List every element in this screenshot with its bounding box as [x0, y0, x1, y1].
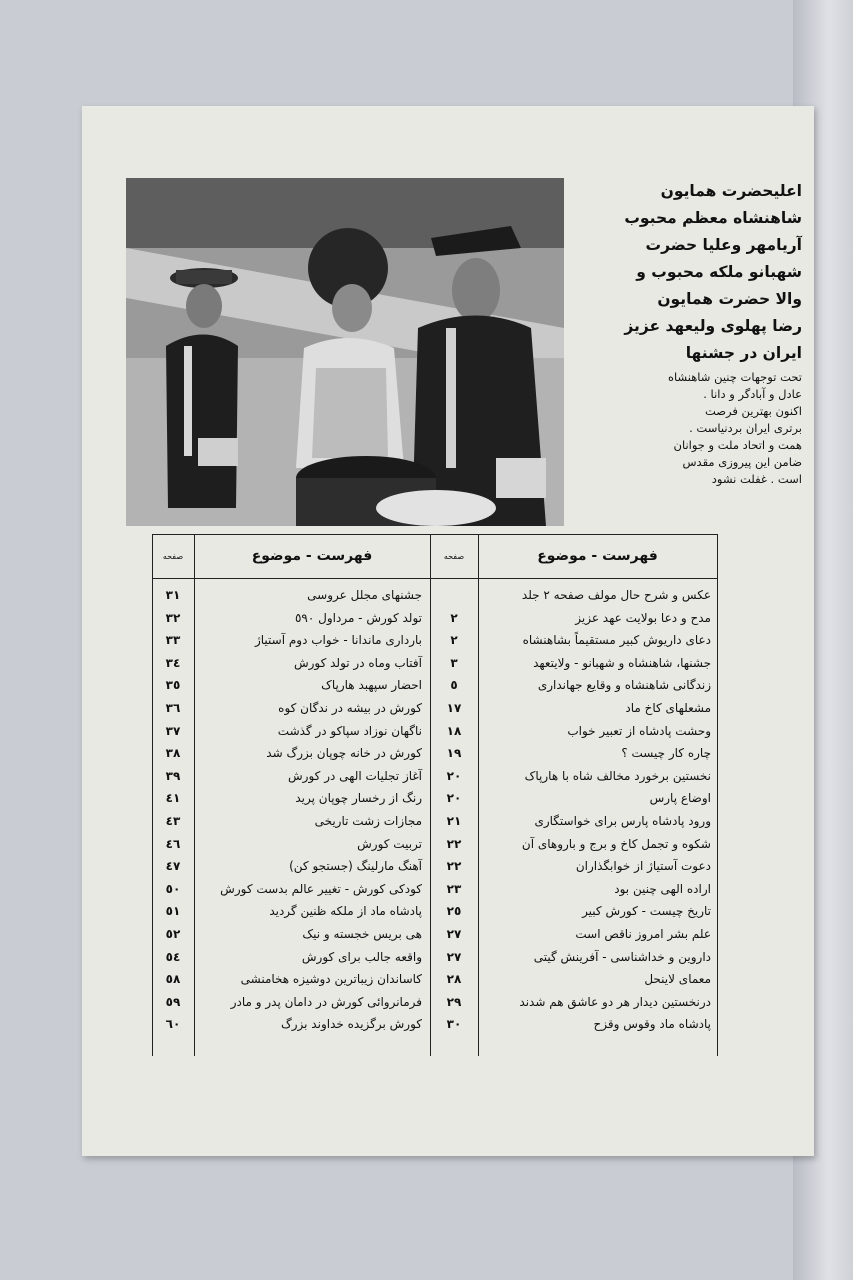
toc-entry-page: ٥ [450, 678, 458, 693]
toc-entry-title: دعوت آستیاژ از خوابگذاران [575, 859, 711, 874]
toc-entry-title: کورش برگزیده خداوند بزرگ [281, 1017, 422, 1032]
toc-entry-title: پادشاه ماد از ملکه ظنین گردید [269, 904, 422, 919]
toc-entry-title: جشنها، شاهنشاه و شهبانو - ولایتعهد [533, 655, 711, 670]
toc-entry-page: ٣٩ [165, 768, 181, 783]
toc-entry-page: ٢ [450, 633, 458, 648]
toc-entry-title: تربیت کورش [357, 836, 422, 851]
caption-line: ایران در جشنها [685, 344, 802, 362]
toc-entry-title: وحشت پادشاه از تعبیر خواب [567, 723, 711, 738]
toc-entry-page [430, 584, 478, 607]
caption-body-line: عادل و آبادگر و دانا . [703, 387, 802, 401]
toc-entry-page: ٢٢ [446, 859, 462, 874]
toc-entry-title: بارداری ماندانا - خواب دوم آستیاژ [254, 633, 422, 648]
toc-entry-page: ٤١ [165, 791, 181, 806]
toc-entry-page: ٥٨ [165, 972, 181, 987]
caption-body-line: برتری ایران بردنیاست . [689, 421, 802, 435]
toc-right-border [717, 534, 718, 1056]
toc-entry-title: تولد کورش - مرداول ٥٩٠ [294, 610, 422, 625]
toc-entry-title: آهنگ مارلینگ (جستجو کن) [289, 859, 422, 874]
toc-entry-title: کورش در خانه چوپان بزرگ شد [266, 746, 422, 761]
toc-entry-title: کورش در بیشه در ندگان کوه [278, 701, 422, 715]
toc-entry-page: ٢٧ [446, 949, 462, 964]
left-page-header: صفحه [162, 551, 184, 561]
toc-entry-title: مجازات زشت تاریخی [314, 814, 422, 828]
toc-entry-title: علم بشر امروز ناقص است [575, 927, 711, 941]
toc-entry-title: کاساندان زیباترین دوشیزه هخامنشی [240, 972, 422, 987]
toc-entry-page: ٢٧ [446, 927, 462, 941]
toc-entry-page: ٥٩ [165, 994, 181, 1009]
toc-entry-page: ٢٢ [446, 836, 462, 851]
toc-entry-page: ٥٢ [165, 927, 181, 941]
toc-entry-page: ٤٦ [165, 836, 181, 851]
caption-line: رضا پهلوی ولیعهد عزیز [624, 317, 802, 335]
toc-entry-title: مدح و دعا بولایت عهد عزیز [575, 610, 711, 625]
toc-entry-page: ٢٣ [446, 881, 462, 896]
toc-entry-title: نخستین برخورد مخالف شاه با هارپاک [524, 768, 711, 783]
toc-entry-page: ٣٧ [165, 723, 181, 738]
photo-illustration [126, 178, 564, 526]
caption-body-line: تحت توجهات چنین شاهنشاه [667, 370, 802, 384]
toc-entry-title: آغاز تجلیات الهی در کورش [288, 768, 422, 783]
toc-entry-title: فرمانروائی کورش در دامان پدر و مادر [230, 994, 422, 1009]
toc-entry-title: اراده الهی چنین بود [614, 881, 711, 896]
toc-entry-page: ٢٥ [446, 904, 462, 919]
toc-entry-page: ٣٨ [165, 746, 181, 761]
right-column-title: فهرست - موضوع [537, 548, 658, 564]
right-column-entries [478, 584, 711, 1044]
caption-line: اعلیحضرت همایون [660, 182, 802, 200]
toc-entry-page: ٢٨ [446, 972, 462, 987]
caption-heading [566, 178, 802, 367]
caption-line: شهبانو ملکه محبوب و [636, 263, 802, 281]
toc-entry-page: ٢٩ [446, 994, 462, 1009]
book-page [82, 106, 814, 1156]
left-column-title: فهرست - موضوع [251, 548, 373, 564]
toc-entry-title: معمای لاینحل [644, 972, 711, 987]
toc-entry-page: ٣ [450, 655, 458, 670]
caption-line: والا حضرت همایون [657, 290, 802, 308]
caption-body-line: است . غفلت نشود [711, 472, 802, 486]
toc-entry-page: ١٧ [446, 701, 462, 715]
toc-entry-page: ٢١ [446, 814, 462, 828]
toc-entry-title: ورود پادشاه پارس برای خواستگاری [534, 814, 711, 828]
toc-entry-title: تاریخ چیست - کورش کبیر [582, 904, 711, 919]
toc-entry-page: ٣٢ [165, 610, 181, 625]
toc-entry-page: ١٩ [446, 746, 462, 761]
toc-entry-title: آفتاب وماه در تولد کورش [293, 655, 422, 670]
caption-body-line: اکنون بهترین فرصت [704, 404, 802, 418]
toc-entry-page: ٤٧ [165, 859, 181, 874]
toc-entry-title: عکس و شرح حال مولف صفحه ٢ جلد [521, 588, 711, 602]
toc-entry-title: اوضاع پارس [649, 791, 711, 806]
toc-entry-page: ٣٦ [165, 701, 181, 715]
caption-body-line: ضامن این پیروزی مقدس [682, 455, 802, 469]
table-of-contents [152, 534, 718, 1056]
toc-entry-title: احضار سپهبد هارپاک [321, 678, 422, 693]
toc-entry-title: شکوه و تجمل کاخ و برج و باروهای آن [521, 836, 711, 851]
royal-family-photo [126, 178, 564, 526]
photo-caption [566, 178, 802, 488]
toc-entry-page: ٥٤ [165, 949, 181, 964]
toc-entry-title: زندگانی شاهنشاه و وقایع جهانداری [537, 678, 711, 693]
toc-entry-page: ٥١ [165, 904, 181, 919]
toc-entry-title: هی بریس خجسته و نیک [302, 927, 422, 941]
left-column-entries [194, 584, 422, 1044]
toc-entry-title: چاره کار چیست ؟ [621, 746, 711, 761]
caption-body-line: همت و اتحاد ملت و جوانان [673, 438, 802, 452]
toc-entry-page: ٣٠ [446, 1017, 462, 1032]
toc-entry-page: ٣٤ [165, 655, 181, 670]
toc-entry-title: داروین و خداشناسی - آفرینش گیتی [533, 949, 711, 964]
toc-entry-page: ٤٣ [165, 814, 181, 828]
toc-entry-page: ٥٠ [165, 881, 181, 896]
caption-body [566, 369, 802, 488]
toc-entry-page: ٣٣ [165, 633, 181, 648]
toc-entry-title: واقعه جالب برای کورش [301, 949, 422, 964]
toc-entry-page: ٦٠ [165, 1017, 181, 1032]
toc-entry-page: ١٨ [446, 723, 462, 738]
caption-line: شاهنشاه معظم محبوب [624, 209, 802, 227]
toc-entry-title: کودکی کورش - تغییر عالم بدست کورش [220, 881, 422, 896]
toc-entry-title: جشنهای مجلل عروسی [307, 588, 422, 602]
right-page-header: صفحه [443, 551, 465, 561]
toc-entry-title: رنگ از رخسار چوپان پرید [295, 791, 422, 806]
toc-entry-title: درنخستین دیدار هر دو عاشق هم شدند [519, 994, 711, 1009]
toc-entry-title: پادشاه ماد وقوس وقزح [593, 1017, 711, 1032]
toc-entry-page: ٢ [450, 610, 458, 625]
toc-entry-title: ناگهان نوزاد سپاکو در گذشت [277, 723, 422, 738]
toc-header-rule [152, 578, 718, 579]
toc-entry-title: مشعلهای کاخ ماد [625, 701, 711, 715]
caption-line: آریامهر وعلیا حضرت [645, 236, 802, 254]
left-column-pages [152, 584, 194, 1044]
right-column-pages [430, 584, 478, 1044]
toc-entry-page: ٢٠ [446, 768, 462, 783]
toc-entry-page: ٣٥ [165, 678, 181, 693]
toc-entry-title: دعای داریوش کبیر مستقیماً بشاهنشاه [522, 633, 711, 648]
toc-entry-page: ٣١ [165, 588, 181, 602]
toc-entry-page: ٢٠ [446, 791, 462, 806]
